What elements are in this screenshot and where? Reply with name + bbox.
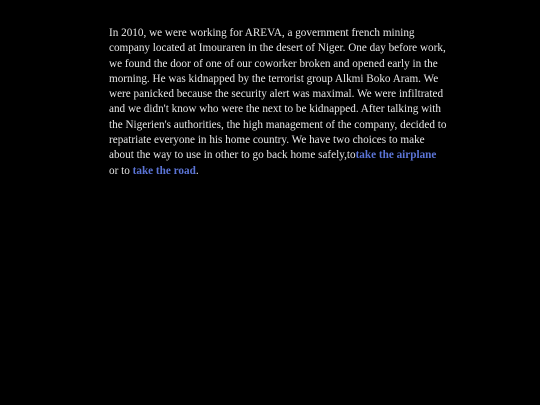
story-passage	[109, 26, 447, 179]
story-ending: .	[195, 164, 199, 177]
choice-link-airplane[interactable]: take the airplane	[355, 149, 437, 162]
choice-link-road[interactable]: take the road	[132, 164, 196, 177]
story-connector: or to	[109, 164, 133, 177]
story-narrative: In 2010, we were working for AREVA, a government french mining company located at Imouraren in the desert of Niger. One day before work, we found the door of one of our coworker broken and opened early in the morning. He was kidnapped by the terrorist group Alkmi Boko Aram. We were panicked because the security alert was maximal. We were infiltrated and we didn't know who were the next to be kidnapped. After talking with the Nigerien's authorities, the high management of the company, decided to repatriate everyone in his home country. We have two choices to make about the way to use in other to go back home safely,to	[109, 27, 447, 162]
